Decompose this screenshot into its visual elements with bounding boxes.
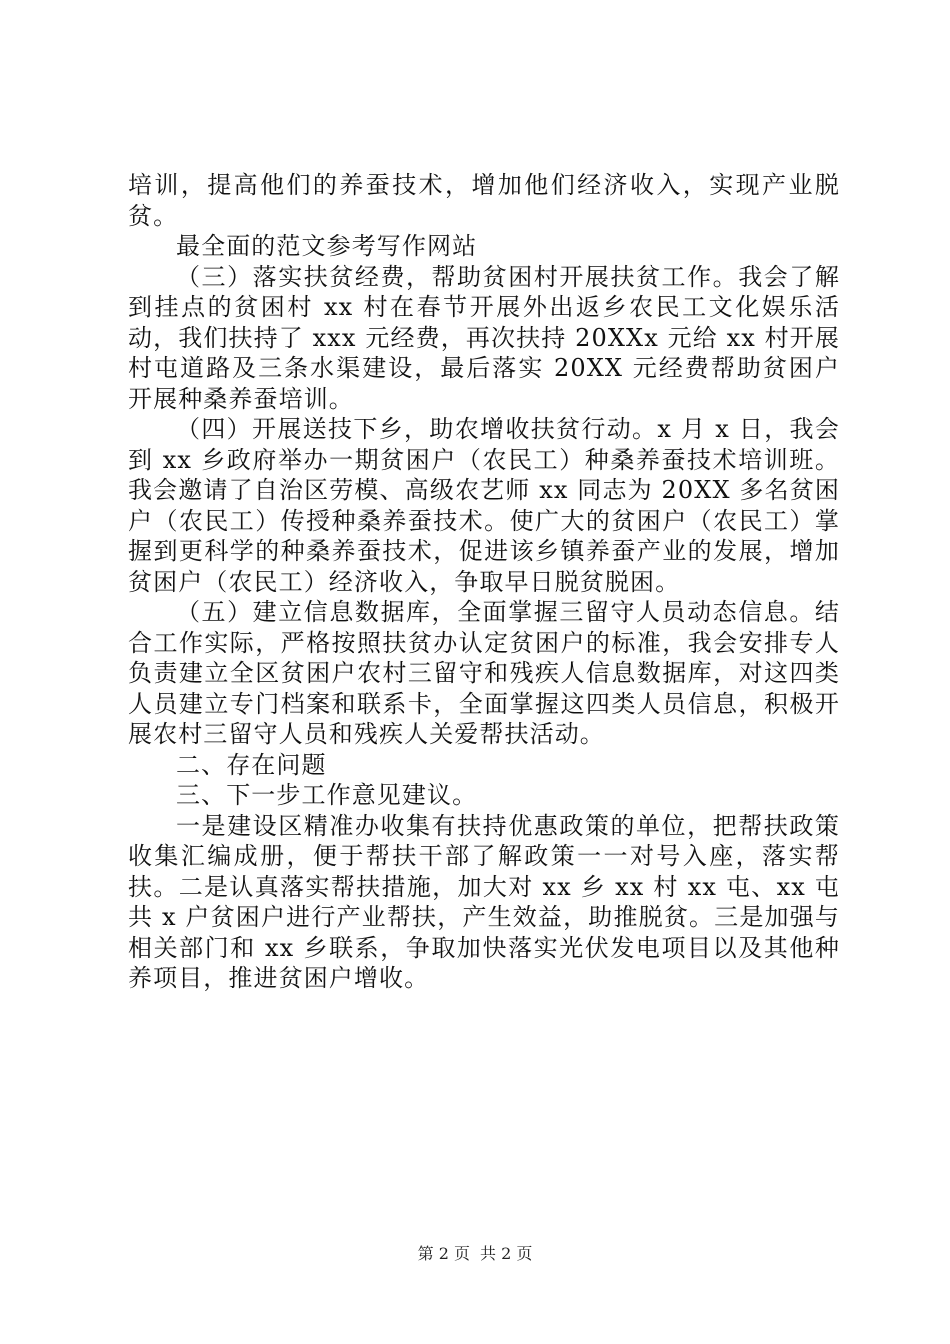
paragraph-continuation: 培训，提高他们的养蚕技术，增加他们经济收入，实现产业脱贫。 xyxy=(128,171,840,230)
paragraph-suggestions: 一是建设区精准办收集有扶持优惠政策的单位，把帮扶政策收集汇编成册，便于帮扶干部了解政策一一对号入座，落实帮扶。二是认真落实帮扶措施，加大对 xx 乡 xx 村 xx 屯、xx 屯共 x 户贫困户进行产业帮扶，产生效益，助推脱贫。三是加强与相关部门和 xx 乡联系，争取加快落实光伏发电项目以及其他种养项目，推进贫困户增收。 xyxy=(128,811,840,992)
heading-next-steps: 三、下一步工作意见建议。 xyxy=(176,781,478,809)
document-body xyxy=(128,170,840,994)
page-number-total: 共 2 页 xyxy=(480,1244,533,1263)
page-number-current: 第 2 页 xyxy=(417,1244,470,1263)
page-footer xyxy=(0,1244,950,1264)
heading-existing-problems: 二、存在问题 xyxy=(176,750,327,779)
paragraph-site-note: 最全面的范文参考写作网站 xyxy=(176,232,478,260)
paragraph-section-three: （三）落实扶贫经费，帮助贫困村开展扶贫工作。我会了解到挂点的贫困村 xx 村在春节开展外出返乡农民工文化娱乐活动，我们扶持了 xxx 元经费，再次扶持 20XXx 元给 xx 村开展村屯道路及三条水渠建设，最后落实 20XX 元经费帮助贫困户开展种桑养蚕培训。 xyxy=(128,262,840,413)
paragraph-section-five: （五）建立信息数据库，全面掌握三留守人员动态信息。结合工作实际，严格按照扶贫办认定贫困户的标准，我会安排专人负责建立全区贫困户农村三留守和残疾人信息数据库，对这四类人员建立专门档案和联系卡，全面掌握这四类人员信息，积极开展农村三留守人员和残疾人关爱帮扶活动。 xyxy=(128,598,840,748)
paragraph-section-four: （四）开展送技下乡，助农增收扶贫行动。x 月 x 日，我会到 xx 乡政府举办一期贫困户（农民工）种桑养蚕技术培训班。我会邀请了自治区劳模、高级农艺师 xx 同志为 20XX 多名贫困户（农民工）传授种桑养蚕技术。使广大的贫困户（农民工）掌握到更科学的种桑养蚕技术，促进该乡镇养蚕产业的发展，增加贫困户（农民工）经济收入，争取早日脱贫脱困。 xyxy=(128,415,840,596)
